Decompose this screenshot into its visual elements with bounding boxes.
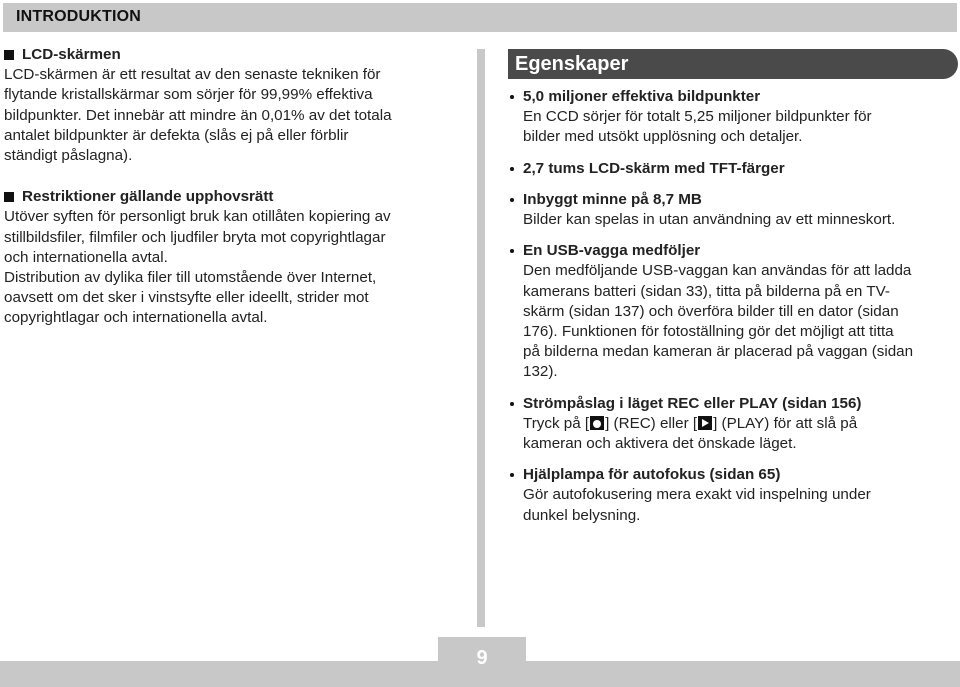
feature-text: ] (REC) eller [ xyxy=(605,414,698,432)
bullet-icon xyxy=(510,473,514,477)
lcd-heading-text: LCD-skärmen xyxy=(22,46,121,63)
feature-title: Strömpåslag i läget REC eller PLAY (sidan 156) xyxy=(523,394,862,412)
feature-line: dunkel belysning. xyxy=(523,506,641,524)
chapter-header xyxy=(3,3,957,32)
bullet-icon xyxy=(510,249,514,253)
chapter-title: INTRODUKTION xyxy=(16,8,142,25)
camera-icon xyxy=(590,416,604,430)
copyright-line: och internationella avtal. xyxy=(4,248,168,266)
feature-text: ] (PLAY) för att slå på xyxy=(713,414,858,432)
lcd-heading xyxy=(4,45,464,65)
feature-line: bilder med utsökt upplösning och detaljer. xyxy=(523,128,803,146)
copyright-heading-text: Restriktioner gällande upphovsrätt xyxy=(22,188,274,206)
features-panel xyxy=(508,49,958,526)
bullet-icon xyxy=(510,167,514,171)
lcd-line: LCD-skärmen är ett resultat av den senaste tekniken för xyxy=(4,66,381,84)
feature-item xyxy=(508,190,958,230)
feature-title: Hjälplampa för autofokus (sidan 65) xyxy=(523,466,781,484)
play-icon xyxy=(698,416,712,430)
feature-item xyxy=(508,394,958,455)
copyright-line: oavsett om det sker i vinstsyfte eller ideellt, strider mot xyxy=(4,289,369,307)
lcd-line: bildpunkter. Det innebär att mindre än 0,01% av det totala xyxy=(4,106,392,124)
square-bullet-icon xyxy=(4,192,14,202)
feature-title: 2,7 tums LCD-skärm med TFT-färger xyxy=(523,159,785,177)
lcd-line: ständigt påslagna). xyxy=(4,147,133,165)
column-divider xyxy=(477,49,485,627)
feature-line: skärm (sidan 137) och överföra bilder till en dator (sidan xyxy=(523,302,899,320)
bullet-icon xyxy=(510,95,514,99)
feature-title: 5,0 miljoner effektiva bildpunkter xyxy=(523,88,761,105)
feature-title: Inbyggt minne på 8,7 MB xyxy=(523,190,702,208)
left-column xyxy=(4,45,464,329)
feature-item xyxy=(508,159,958,179)
feature-item xyxy=(508,241,958,382)
feature-line: Bilder kan spelas in utan användning av ett minneskort. xyxy=(523,211,896,229)
feature-line: kamerans batteri (sidan 33), titta på bilderna på en TV- xyxy=(523,282,890,300)
feature-line: 176). Funktionen för fotoställning gör det möjligt att titta xyxy=(523,323,894,341)
feature-item xyxy=(508,465,958,526)
feature-item xyxy=(508,87,958,148)
feature-line: på bilderna medan kameran är placerad på vaggan (sidan xyxy=(523,343,914,361)
page-number: 9 xyxy=(438,637,526,685)
feature-line: Gör autofokusering mera exakt vid inspelning under xyxy=(523,486,871,504)
feature-line: 132). xyxy=(523,363,558,381)
bullet-icon xyxy=(510,198,514,202)
feature-line xyxy=(523,414,958,434)
square-bullet-icon xyxy=(4,50,14,60)
lcd-line: antalet bildpunkter är defekta (slås ej på eller förblir xyxy=(4,126,349,144)
feature-line: En CCD sörjer för totalt 5,25 miljoner bildpunkter för xyxy=(523,108,872,126)
lcd-line: flytande kristallskärmar som sörjer för 99,99% effektiva xyxy=(4,86,373,104)
feature-text: Tryck på [ xyxy=(523,414,590,432)
bullet-icon xyxy=(510,402,514,406)
copyright-line: stillbildsfiler, filmfiler och ljudfiler bryta mot copyrightlagar xyxy=(4,228,386,246)
copyright-line: copyrightlagar och internationella avtal. xyxy=(4,309,268,327)
panel-title: Egenskaper xyxy=(508,49,958,79)
copyright-line: Utöver syften för personligt bruk kan otillåten kopiering av xyxy=(4,208,391,226)
copyright-heading xyxy=(4,187,464,207)
copyright-line: Distribution av dylika filer till utomstående över Internet, xyxy=(4,269,377,287)
feature-title: En USB-vagga medföljer xyxy=(523,242,701,260)
feature-line: Den medföljande USB-vaggan kan användas för att ladda xyxy=(523,262,912,280)
feature-line: kameran och aktivera det önskade läget. xyxy=(523,435,797,453)
